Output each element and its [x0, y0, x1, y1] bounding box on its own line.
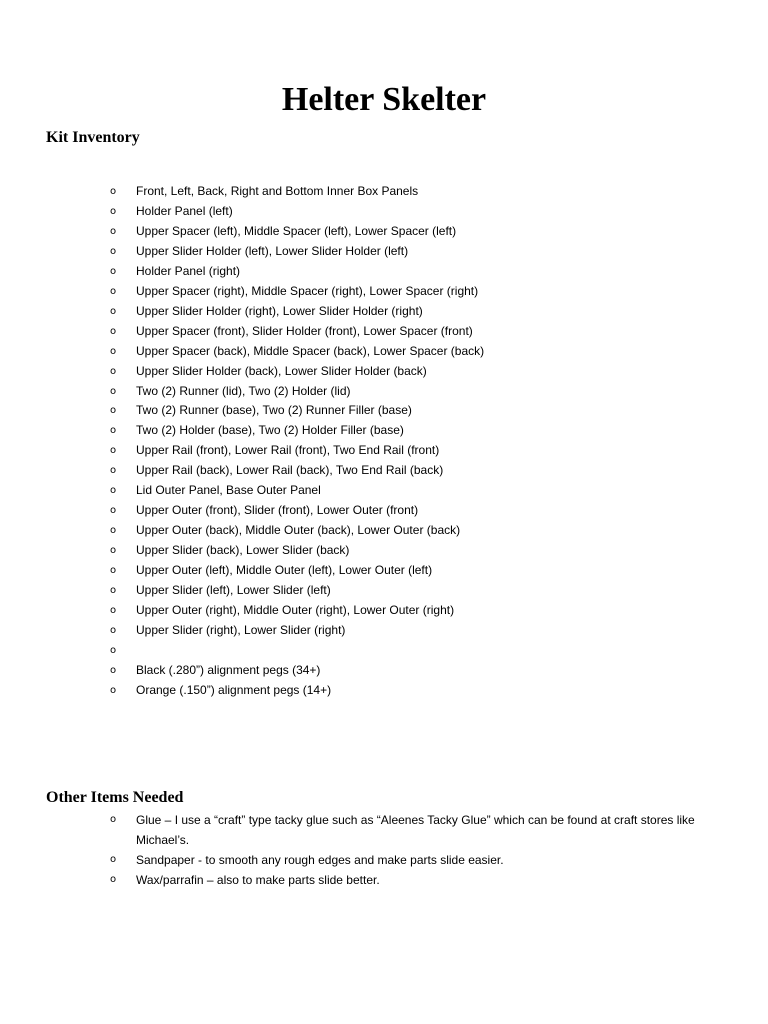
other-item-text: Wax/parrafin – also to make parts slide better.	[136, 873, 380, 887]
kit-item	[0, 182, 768, 202]
kit-item	[0, 302, 768, 322]
kit-item-text: Upper Slider (back), Lower Slider (back)	[136, 543, 350, 558]
kit-item	[0, 421, 768, 441]
kit-item-text: Front, Left, Back, Right and Bottom Inner Box Panels	[136, 184, 419, 198]
kit-item-text: Upper Outer (front), Slider (front), Lower Outer (front)	[136, 503, 419, 518]
bullet-icon: o	[110, 585, 117, 597]
bullet-icon: o	[110, 605, 117, 617]
bullet-icon: o	[110, 525, 117, 537]
kit-item	[0, 501, 768, 521]
kit-item	[0, 401, 768, 421]
other-item-text: Glue – I use a “craft” type tacky glue such as “Aleenes Tacky Glue” which can be found at craft stores like Michael’s.	[136, 813, 695, 847]
bullet-icon: o	[110, 664, 117, 676]
bullet-icon: o	[110, 245, 117, 257]
kit-item-text: Upper Spacer (right), Middle Spacer (right), Lower Spacer (right)	[136, 283, 479, 298]
other-items-list	[0, 810, 768, 890]
kit-item-text: Upper Slider Holder (back), Lower Slider Holder (back)	[136, 363, 427, 378]
bullet-icon: o	[110, 445, 117, 457]
bullet-icon: o	[110, 205, 117, 217]
kit-item-text: Upper Outer (left), Middle Outer (left), Lower Outer (left)	[136, 563, 433, 578]
bullet-icon: o	[110, 425, 117, 437]
kit-item-text: Upper Outer (right), Middle Outer (right), Lower Outer (right)	[136, 603, 455, 618]
kit-item-text: Lid Outer Panel, Base Outer Panel	[136, 483, 321, 498]
bullet-icon: o	[110, 545, 117, 557]
kit-item-text: Two (2) Holder (base), Two (2) Holder Filler (base)	[136, 423, 404, 438]
bullet-icon: o	[110, 405, 117, 417]
kit-item-text: Upper Spacer (back), Middle Spacer (back), Lower Spacer (back)	[136, 343, 485, 358]
other-item	[0, 870, 768, 890]
kit-item-text: Upper Slider (left), Lower Slider (left)	[136, 583, 331, 598]
bullet-icon: o	[110, 265, 117, 277]
bullet-icon: o	[110, 186, 117, 197]
kit-item	[0, 481, 768, 501]
kit-item	[0, 441, 768, 461]
kit-item-text: Upper Spacer (front), Slider Holder (front), Lower Spacer (front)	[136, 323, 473, 338]
kit-item-text: Upper Spacer (left), Middle Spacer (left), Lower Spacer (left)	[136, 223, 457, 238]
kit-item-text: Upper Slider Holder (left), Lower Slider Holder (left)	[136, 243, 409, 258]
kit-item-text: Black (.280”) alignment pegs (34+)	[136, 662, 321, 677]
kit-item	[0, 661, 768, 681]
kit-item	[0, 242, 768, 262]
other-item	[0, 810, 768, 850]
kit-item	[0, 641, 768, 661]
kit-item-text: Two (2) Runner (lid), Two (2) Holder (lid)	[136, 383, 351, 398]
bullet-icon: o	[110, 305, 117, 317]
bullet-icon: o	[110, 385, 117, 397]
bullet-icon: o	[110, 505, 117, 517]
kit-item	[0, 362, 768, 382]
kit-item-text: Upper Slider (right), Lower Slider (right)	[136, 622, 346, 637]
kit-item-text: Orange (.150”) alignment pegs (14+)	[136, 682, 332, 697]
other-item-text: Sandpaper - to smooth any rough edges and make parts slide easier.	[136, 853, 504, 867]
bullet-icon: o	[110, 225, 117, 237]
kit-item	[0, 222, 768, 242]
bullet-icon: o	[110, 365, 117, 377]
kit-item	[0, 601, 768, 621]
kit-item-text: Holder Panel (left)	[136, 203, 233, 218]
bullet-icon: o	[110, 684, 117, 696]
bullet-icon: o	[110, 624, 117, 636]
kit-item	[0, 541, 768, 561]
kit-item-text: Upper Rail (front), Lower Rail (front), Two End Rail (front)	[136, 443, 440, 458]
kit-item	[0, 521, 768, 541]
bullet-icon: o	[110, 644, 117, 656]
kit-item	[0, 581, 768, 601]
bullet-icon: o	[110, 325, 117, 337]
kit-inventory-list	[0, 182, 768, 701]
kit-item	[0, 282, 768, 302]
kit-item	[0, 621, 768, 641]
kit-item	[0, 382, 768, 402]
kit-item	[0, 342, 768, 362]
bullet-icon: o	[110, 485, 117, 497]
bullet-icon: o	[110, 814, 117, 825]
bullet-icon: o	[110, 285, 117, 297]
other-item	[0, 850, 768, 870]
bullet-icon: o	[110, 565, 117, 577]
kit-inventory-heading: Kit Inventory	[46, 129, 140, 146]
bullet-icon: o	[110, 854, 117, 865]
kit-item	[0, 681, 768, 701]
bullet-icon: o	[110, 345, 117, 357]
kit-item-text: Upper Rail (back), Lower Rail (back), Two End Rail (back)	[136, 463, 444, 478]
kit-item-text: Upper Outer (back), Middle Outer (back), Lower Outer (back)	[136, 523, 461, 538]
bullet-icon: o	[110, 465, 117, 477]
bullet-icon: o	[110, 874, 117, 885]
kit-item-text: Upper Slider Holder (right), Lower Slider Holder (right)	[136, 303, 423, 318]
kit-item	[0, 561, 768, 581]
kit-item	[0, 262, 768, 282]
kit-item	[0, 461, 768, 481]
other-items-heading: Other Items Needed	[46, 789, 184, 806]
kit-item	[0, 322, 768, 342]
kit-item-text: Two (2) Runner (base), Two (2) Runner Filler (base)	[136, 403, 412, 418]
document-title: Helter Skelter	[281, 81, 487, 118]
kit-item	[0, 202, 768, 222]
kit-item-text: Holder Panel (right)	[136, 263, 241, 278]
